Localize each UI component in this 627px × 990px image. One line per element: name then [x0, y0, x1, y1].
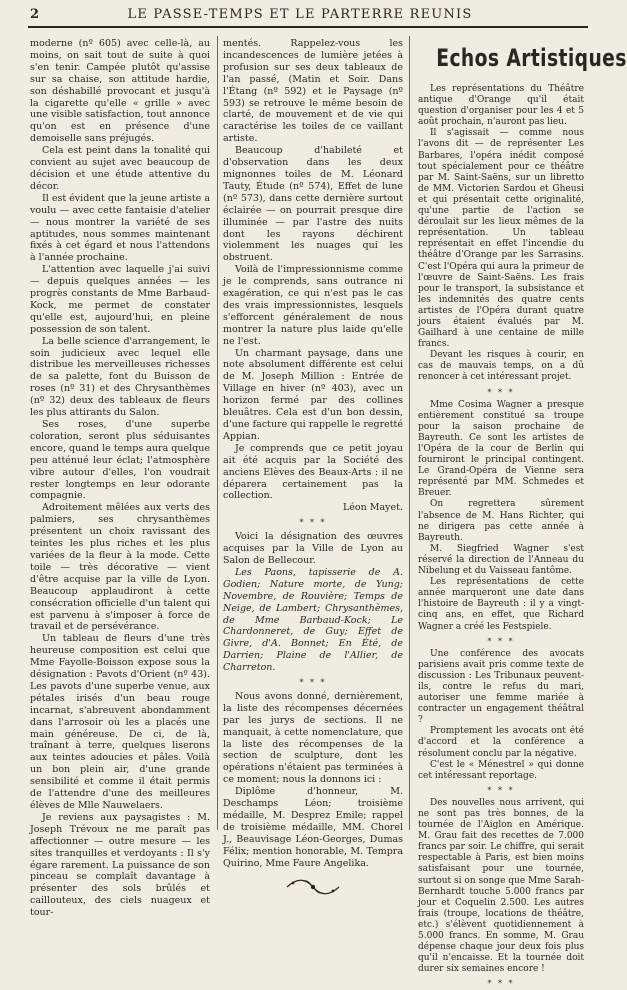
- paragraph: Nous avons donné, dernièrement, la liste des récompenses décernées par les jurys de sections. Il ne manquait, à cette nomenclature, que la liste des récompenses de la section de sculpture, dont les opérations n'étaient pas terminées à ce moment; nous la donnons ici :: [223, 690, 403, 786]
- section-separator-stars: * * *: [299, 518, 327, 528]
- column-divider: [409, 36, 410, 830]
- paragraph: Un charmant paysage, dans une note absolument différente est celui de M. Joseph Million : Entrée de Village en hiver (nº 403), avec un horizon fermé par des collines bleuâtres. Cela est d'un bon dessin, d'une facture qui rappelle le regretté Appian.: [223, 347, 403, 442]
- paragraph: Voilà de l'impressionnisme comme je le comprends, sans outrance ni exagération, ce qui n'est pas le cas des vrais impressionnistes, lesquels s'efforcent généralement de nous montrer la nature plus laide qu'elle ne l'est.: [223, 264, 403, 347]
- paragraph: Un tableau de fleurs d'une très heureuse composition est celui que Mme Fayolle-Boisson expose sous la désignation : Pavots d'Orient (nº 43). Les pavots d'une superbe venue, aux pétales irisés d'un beau rouge incarnat, s'abreuvent abondamment dans l'arrosoir où les a placés une main généreuse. De ci, de là, traînant à terre, quelques liserons aux teintes adoucies et pâles. Voilà un bon plein air, d'une grande sensibilité et comme il était permis de l'attendre d'une des meilleures élèves de Mlle Nauwelaers.: [30, 633, 210, 811]
- paragraph: Voici la désignation des œuvres acquises par la Ville de Lyon au Salon de Bellecour.: [223, 531, 403, 566]
- paragraph: Les représentations du Théâtre antique d'Orange qu'il était question d'organiser pour les 4 et 5 août prochain, n'auront pas lieu.: [418, 84, 584, 128]
- paragraph: Devant les risques à courir, en cas de mauvais temps, on a dû renoncer à cet intéressant projet.: [418, 350, 584, 383]
- paragraph: M. Siegfried Wagner s'est réservé la direction de l'Anneau du Nibelung et du Vaisseau fantôme.: [418, 543, 584, 577]
- header-rule: [28, 26, 588, 28]
- running-title: LE PASSE-TEMPS ET LE PARTERRE REUNIS: [127, 7, 473, 22]
- section-separator-stars: * * *: [487, 387, 515, 397]
- paragraph: Diplôme d'honneur, M. Deschamps Léon; troisième médaille, M. Desprez Emile; rappel de troisième médaille, MM. Chorel J., Beauvisage Léon-Georges, Dumas Félix; mention honorable, M. Tempra Quirino, Mme Faure Angelika.: [223, 786, 403, 869]
- page-header: [0, 0, 600, 28]
- column-divider: [217, 36, 218, 830]
- column-3: [418, 38, 627, 989]
- paragraph: Des nouvelles nous arrivent, qui ne sont pas très bonnes, de la tournée de l'Aiglon en Amérique. M. Grau fait des recettes de 7.000 francs par soir. Le chiffre, qui serait respectable à Paris, est bien moins satisfaisant pour une tournée, surtout si on songe que Mme Sarah-Bernhardt touche 5.000 francs par jour et Coquelin 2.500. Les autres frais (troupe, locations de théâtre, etc.) s'élèvent quotidiennement à 5.000 francs. En somme, M. Grau dépense chaque jour deux fois plus qu'il n'encaisse. Et la tournée doit durer six semaines encore !: [418, 797, 584, 975]
- paragraph: Beaucoup d'habileté et d'observation dans les deux mignonnes toiles de M. Léonard Tauty, Étude (nº 574), Effet de lune (nº 573), dans cette dernière surtout éclairée — on pourrait presque dire illuminée — par l'astre des nuits dont les rayons déchirent violemment les nuages qui les obstruent.: [223, 145, 403, 264]
- paragraph: Il est évident que la jeune artiste a voulu — avec cette fantaisie d'atelier — nous montrer la variété de ses aptitudes, nous sommes maintenant fixés à cet égard et nous l'attendons à l'année prochaine.: [30, 192, 210, 264]
- paragraph: Je reviens aux paysagistes : M. Joseph Trévoux ne me paraît pas affectionner — outre mesure — les sites tranquilles et verdoyants : Il s'y égare rarement. La puissance de son pinceau se complaît davantage à présenter des sols brûlés et caillouteux, des ciels nuageux et tour-: [30, 811, 210, 919]
- paragraph: C'est le « Ménestrel » qui donne cet intéressant reportage.: [418, 759, 584, 781]
- author-signature: Léon Mayet.: [342, 502, 403, 514]
- floral-ornament-icon: [283, 876, 343, 898]
- section-separator-stars: * * *: [487, 785, 515, 795]
- paragraph: Mme Cosima Wagner a presque entièrement constitué sa troupe pour la saison prochaine de Bayreuth. Ce sont les artistes de l'Opéra de la cour de Berlin qui fourniront le principal contingent. Le Grand-Opéra de Vienne sera représenté par MM. Schmedes et Breuer.: [418, 399, 584, 499]
- paragraph: Il s'agissait — comme nous l'avons dit — de représenter Les Barbares, l'opéra inédit composé tout spécialement pour ce théâtre par M. Saint-Saëns, sur un libretto de MM. Victorien Sardou et Gheusi et qui présentait cette originalité, qu'une partie de l'action se déroulait sur les lieux mêmes de la représentation. Un tableau représentait en effet l'incendie du théâtre d'Orange par les Sarrasins. C'est l'Opéra qui aura la primeur de l'œuvre de Saint-Saëns. Les frais pour le transport, la subsistance et les indemnités des quatre cents artistes de l'Opéra durant quatre jours étaient évalués par M. Gailhard à une centaine de mille francs.: [418, 128, 584, 350]
- section-separator-stars: * * *: [299, 678, 327, 688]
- paragraph: La belle science d'arrangement, le soin judicieux avec lequel elle distribue les merveilleuses richesses de sa palette, font du Buisson de roses (nº 31) et des Chrysanthèmes (nº 32) deux des tableaux de fleurs les plus attirants du Salon.: [30, 335, 210, 419]
- paragraph: Cela est peint dans la tonalité qui convient au sujet avec beaucoup de décision et une étude attentive du décor.: [30, 145, 210, 192]
- column-1: [30, 38, 210, 919]
- section-heading: Echos Artistiques: [436, 44, 627, 72]
- paragraph: Les Paons, tapisserie de A. Godien; Nature morte, de Yung; Novembre, de Rouvière; Temps de Neige, de Lambert; Chrysanthèmes, de Mme Barbaud-Kock; Le Chardonneret, de Guy; Effet de Givre, d'A. Bonnet; En Été, de Darrien; Plaine de l'Allier, de Charreton.: [223, 566, 403, 674]
- paragraph: Les représentations de cette année marqueront une date dans l'histoire de Bayreuth : il y a vingt-cinq ans, en effet, que Richard Wagner a créé les Festspiele.: [418, 577, 584, 632]
- paragraph: Je comprends que ce petit joyau ait été acquis par la Société des anciens Elèves des Beaux-Arts : il ne déparera certainement pas la collection.: [223, 442, 403, 502]
- paragraph: On regrettera sûrement l'absence de M. Hans Richter, qui ne dirigera pas cette année à Bayreuth.: [418, 499, 584, 543]
- paragraph: Adroitement mêlées aux verts des palmiers, ses chrysanthèmes présentent un choix ravissant des teintes les plus riches et les plus variées de la fleur à la mode. Cette toile — très décorative — vient d'être acquise par la ville de Lyon. Beaucoup applaudiront à cette consécration officielle d'un talent qui est parvenu à s'imposer à force de travail et de persévérance.: [30, 502, 210, 633]
- section-separator-stars: * * *: [487, 979, 515, 989]
- section-separator-stars: * * *: [487, 636, 515, 646]
- paragraph: Une conférence des avocats parisiens avait pris comme texte de discussion : Les Tribunaux peuvent-ils, contre le refus du mari, autoriser une femme mariée à contracter un engagement théâtral ?: [418, 648, 584, 726]
- paragraph: Promptement les avocats ont été d'accord et la conférence a résolument conclu par la négative.: [418, 726, 584, 759]
- paragraph: L'attention avec laquelle j'ai suivi — depuis quelques années — les progrès constants de Mme Barbaud-Kock, me permet de constater qu'elle est, aujourd'hui, en pleine possession de son talent.: [30, 264, 210, 335]
- page-number: 2: [30, 7, 40, 22]
- paragraph: moderne (nº 605) avec celle-là, au moins, on sait tout de suite à quoi s'en tenir. Campée plutôt qu'assise sur sa chaise, son attitude hardie, son déshabillé provocant et jusqu'à la cigarette qu'elle « grille » avec une visible satisfaction, tout annonce qu'on est en présence d'une demoiselle sans préjugés.: [30, 38, 210, 145]
- column-2: [223, 38, 403, 869]
- paragraph: Ses roses, d'une superbe coloration, seront plus séduisantes encore, quand le temps aura quelque peu atténué leur éclat; l'atmosphère vibre autour d'elles, l'on voudrait rester longtemps en leur odorante compagnie.: [30, 419, 210, 502]
- paragraph: mentés. Rappelez-vous les incandescences de lumière jetées à profusion sur ses deux tableaux de l'an passé, (Matin et Soir. Dans l'Étang (nº 592) et le Paysage (nº 593) se retrouve le même besoin de clarté, de mouvement et de vie qui caractérise les toiles de ce vaillant artiste.: [223, 38, 403, 145]
